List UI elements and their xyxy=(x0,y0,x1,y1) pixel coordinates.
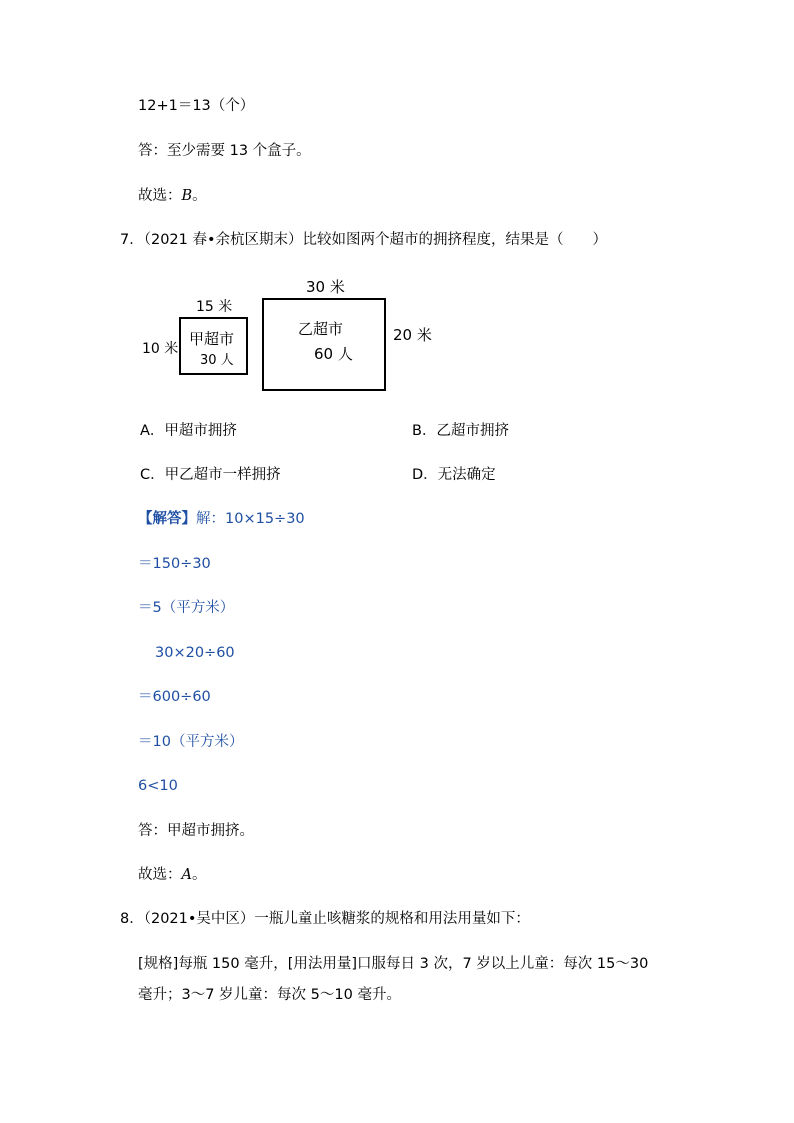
question-7: 7．（2021 春•余杭区期末）比较如图两个超市的拥挤程度，结果是（ ） xyxy=(120,232,608,248)
solution-choice-prefix: 故选： xyxy=(138,867,182,883)
solution-start xyxy=(138,509,305,529)
supermarket-b-name: 乙超市 xyxy=(298,320,344,338)
choice-suffix: 。 xyxy=(192,188,207,204)
solution-choice xyxy=(138,865,206,885)
supermarket-b-box xyxy=(262,298,386,391)
solution-step-6: ＝10（平方米） xyxy=(138,734,244,750)
solution-step-2: ＝150÷30 xyxy=(138,556,211,572)
label-a-height: 10 米 xyxy=(142,341,179,357)
choice-letter: B xyxy=(181,188,193,204)
solution-choice-letter: A xyxy=(181,867,192,883)
solution-step-4: 30×20÷60 xyxy=(155,645,235,661)
option-b: B．乙超市拥挤 xyxy=(412,423,509,439)
option-a: A．甲超市拥挤 xyxy=(140,423,237,439)
solution-step-5: ＝600÷60 xyxy=(138,689,211,705)
answer-line: 答：至少需要 13 个盒子。 xyxy=(138,143,311,159)
choice-prefix: 故选： xyxy=(138,188,182,204)
label-b-height: 20 米 xyxy=(393,326,432,344)
question-8: 8．（2021•吴中区）一瓶儿童止咳糖浆的规格和用法用量如下： xyxy=(120,911,530,927)
option-c: C．甲乙超市一样拥挤 xyxy=(140,467,281,483)
question-8-spec-2: 毫升；3～7 岁儿童：每次 5～10 毫升。 xyxy=(138,987,401,1003)
supermarket-a-name: 甲超市 xyxy=(189,330,235,348)
label-b-width: 30 米 xyxy=(306,278,345,296)
solution-answer: 答：甲超市拥挤。 xyxy=(138,823,254,839)
supermarket-b-people: 60 人 xyxy=(314,345,353,363)
question-8-spec-1: [规格]每瓶 150 毫升，[用法用量]口服每日 3 次，7 岁以上儿童：每次 15～30 xyxy=(138,956,649,972)
label-a-width: 15 米 xyxy=(196,299,233,315)
solution-first: 解：10×15÷30 xyxy=(196,511,305,527)
solution-tag: 【解答】 xyxy=(138,511,196,527)
solution-step-3: ＝5（平方米） xyxy=(138,600,235,616)
solution-choice-suffix: 。 xyxy=(191,867,207,883)
option-d: D．无法确定 xyxy=(412,467,496,483)
choice-line xyxy=(138,186,207,206)
calc-line: 12+1＝13（个） xyxy=(138,98,255,114)
solution-compare: 6<10 xyxy=(138,778,178,794)
supermarket-a-people: 30 人 xyxy=(200,353,234,368)
supermarket-a-box xyxy=(179,317,248,375)
